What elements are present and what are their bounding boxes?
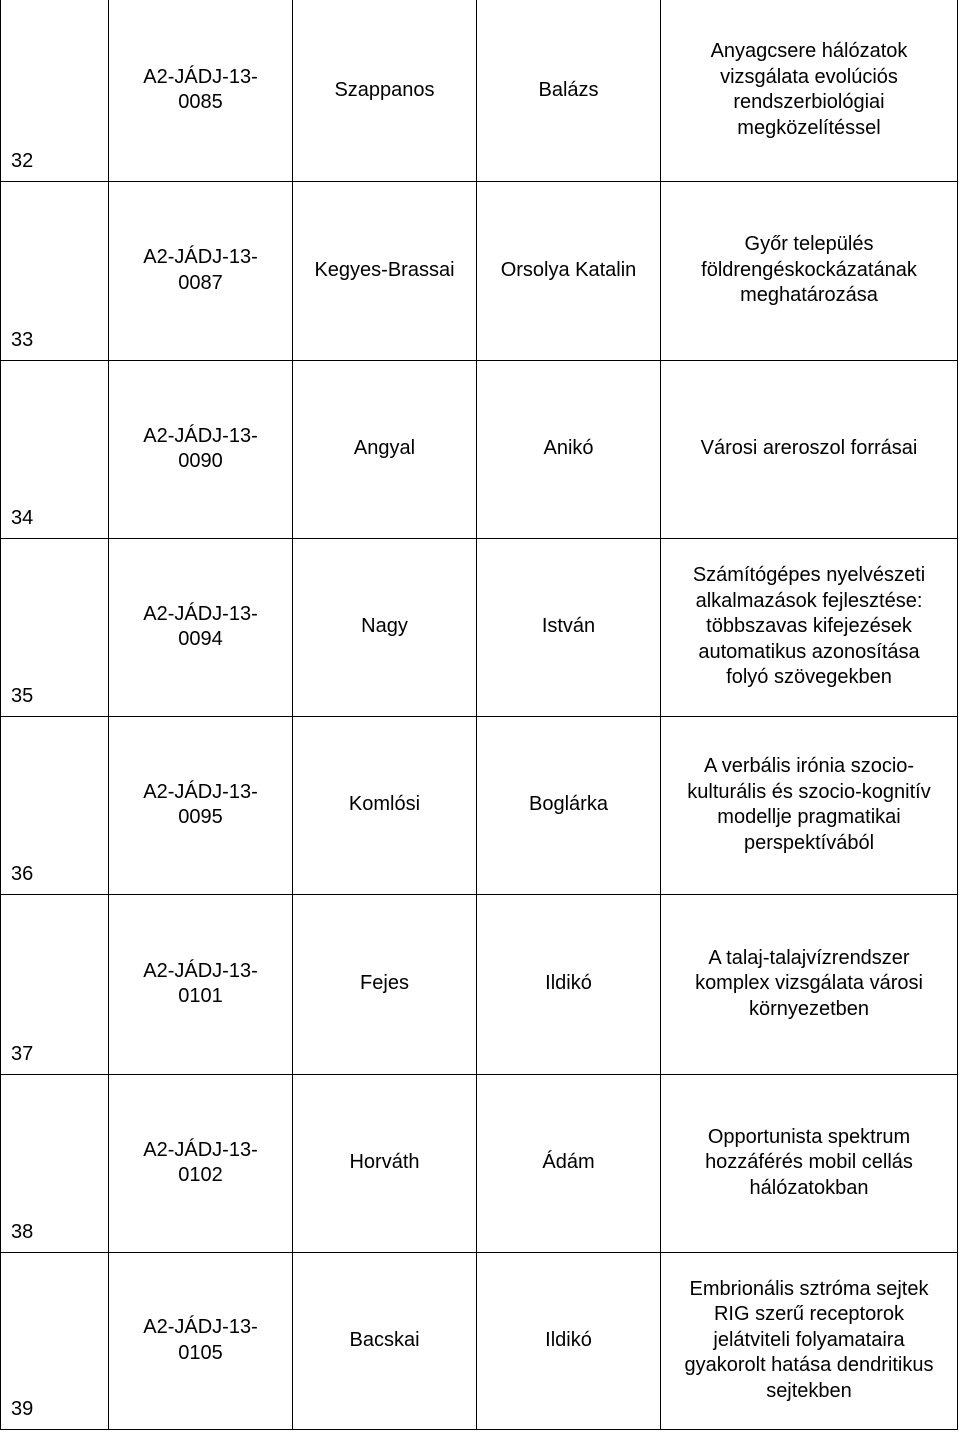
- table-body: [1, 0, 958, 1429]
- title-line: meghatározása: [740, 284, 878, 307]
- project-title: [661, 538, 958, 716]
- row-number: 34: [1, 360, 109, 538]
- title-line: hálózatokban: [749, 1176, 869, 1199]
- project-title: [661, 360, 958, 538]
- row-number: 37: [1, 894, 109, 1074]
- title-line: modellje pragmatikai: [717, 806, 901, 828]
- first-name: Ádám: [477, 1074, 661, 1252]
- project-id: [109, 716, 293, 894]
- project-id: [109, 1074, 293, 1252]
- last-name: Nagy: [293, 538, 477, 716]
- last-name: Komlósi: [293, 716, 477, 894]
- row-number: 36: [1, 716, 109, 894]
- row-number: 35: [1, 538, 109, 716]
- project-id-line2: 0094: [178, 628, 223, 650]
- table-row: [1, 360, 958, 538]
- title-line: folyó szövegekben: [726, 666, 892, 689]
- project-title: [661, 716, 958, 894]
- title-line: sejtekben: [766, 1379, 852, 1402]
- first-name: Anikó: [477, 360, 661, 538]
- title-line: vizsgálata evolúciós: [720, 65, 898, 88]
- table-row: [1, 0, 958, 181]
- project-id-line1: A2-JÁDJ-13-: [143, 1316, 258, 1338]
- project-id-line1: A2-JÁDJ-13-: [143, 602, 258, 625]
- row-number: 39: [1, 1252, 109, 1429]
- project-id-line2: 0090: [178, 450, 223, 472]
- table-row: [1, 1074, 958, 1252]
- project-title: [661, 181, 958, 360]
- last-name: Angyal: [293, 360, 477, 538]
- title-line: RIG szerű receptorok: [713, 1303, 905, 1326]
- title-line: Opportunista spektrum: [707, 1125, 911, 1148]
- project-id: [109, 360, 293, 538]
- project-id-line2: 0087: [178, 271, 223, 294]
- first-name: Boglárka: [477, 716, 661, 894]
- project-id: [109, 0, 293, 181]
- project-id-line1: A2-JÁDJ-13-: [143, 780, 258, 803]
- title-line: jelátviteli folyamataira: [713, 1328, 905, 1351]
- last-name: Szappanos: [293, 0, 477, 181]
- project-title: [661, 0, 958, 181]
- project-id-line2: 0095: [178, 806, 223, 828]
- title-line: alkalmazások fejlesztése:: [695, 589, 923, 612]
- title-line: gyakorolt hatása dendritikus: [684, 1354, 934, 1377]
- title-line: Számítógépes nyelvészeti: [692, 564, 926, 587]
- project-id: [109, 181, 293, 360]
- row-number: 32: [1, 0, 109, 181]
- project-id-line2: 0102: [178, 1164, 223, 1186]
- table-row: [1, 181, 958, 360]
- first-name: Ildikó: [477, 1252, 661, 1429]
- project-id: [109, 1252, 293, 1429]
- table-row: [1, 716, 958, 894]
- project-id-line2: 0085: [178, 91, 223, 114]
- project-id-line2: 0105: [178, 1341, 223, 1364]
- title-line: kulturális és szocio-kognitív: [687, 780, 931, 803]
- project-id-line2: 0101: [178, 985, 223, 1007]
- project-id-line1: A2-JÁDJ-13-: [143, 246, 258, 268]
- project-id-line1: A2-JÁDJ-13-: [143, 424, 258, 447]
- first-name: Ildikó: [477, 894, 661, 1074]
- first-name: Orsolya Katalin: [477, 181, 661, 360]
- title-line: automatikus azonosítása: [698, 640, 920, 663]
- project-title: [661, 894, 958, 1074]
- title-line: A talaj-talajvízrendszer: [708, 946, 910, 969]
- title-line: perspektívából: [743, 831, 875, 854]
- table-row: [1, 538, 958, 716]
- title-line: Embrionális sztróma sejtek: [689, 1277, 929, 1300]
- project-id-line1: A2-JÁDJ-13-: [143, 1138, 258, 1161]
- project-title: [661, 1074, 958, 1252]
- last-name: Bacskai: [293, 1252, 477, 1429]
- table-row: [1, 1252, 958, 1429]
- row-number: 38: [1, 1074, 109, 1252]
- title-line: megközelítéssel: [737, 116, 881, 139]
- last-name: Kegyes-Brassai: [293, 181, 477, 360]
- title-line: többszavas kifejezések: [706, 615, 912, 638]
- title-line: hozzáférés mobil cellás: [705, 1151, 913, 1174]
- row-number: 33: [1, 181, 109, 360]
- first-name: István: [477, 538, 661, 716]
- title-line: komplex vizsgálata városi: [695, 972, 923, 995]
- title-line: Győr település: [744, 233, 874, 256]
- title-line: környezetben: [748, 997, 870, 1020]
- title-line: Városi areroszol forrásai: [700, 437, 918, 460]
- project-id: [109, 894, 293, 1074]
- last-name: Fejes: [293, 894, 477, 1074]
- project-id-line1: A2-JÁDJ-13-: [143, 959, 258, 982]
- table-row: [1, 894, 958, 1074]
- last-name: Horváth: [293, 1074, 477, 1252]
- title-line: rendszerbiológiai: [733, 91, 885, 114]
- project-id-line1: A2-JÁDJ-13-: [143, 65, 258, 88]
- first-name: Balázs: [477, 0, 661, 181]
- project-id: [109, 538, 293, 716]
- title-line: A verbális irónia szocio-: [703, 755, 915, 777]
- project-title: [661, 1252, 958, 1429]
- title-line: Anyagcsere hálózatok: [710, 40, 908, 63]
- title-line: földrengéskockázatának: [701, 258, 917, 281]
